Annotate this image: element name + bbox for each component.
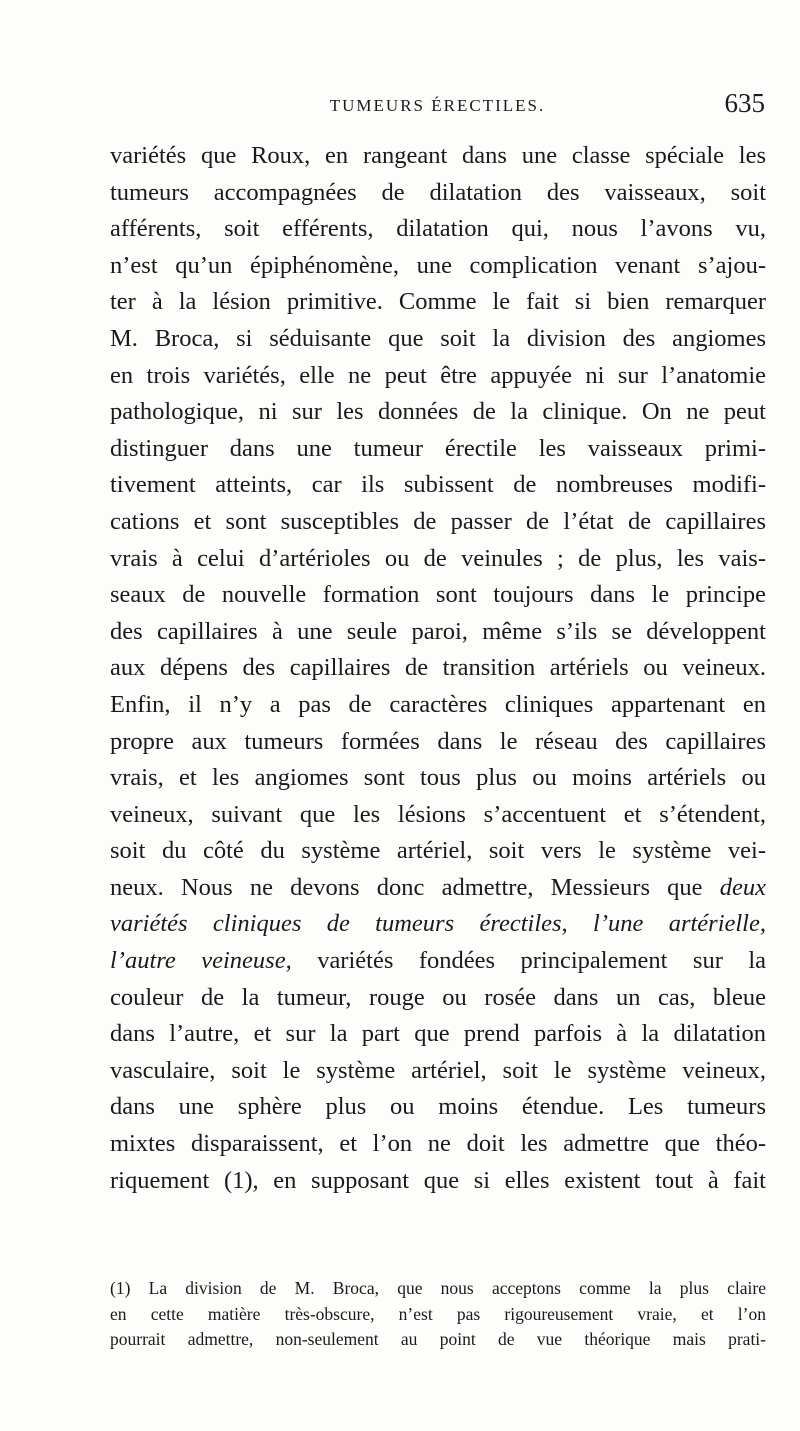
text-line: seaux de nouvelle formation sont toujours dans le principe bbox=[110, 581, 766, 609]
text-line: tivement atteints, car ils subissent de nombreuses modifi- bbox=[110, 471, 766, 499]
text-line: ter à la lésion primitive. Comme le fait si bien remarquer bbox=[110, 288, 766, 316]
text-line: propre aux tumeurs formées dans le réseau des capillaires bbox=[110, 727, 766, 755]
text-line: couleur de la tumeur, rouge ou rosée dans un cas, bleue bbox=[110, 983, 766, 1011]
page-header bbox=[110, 88, 765, 128]
main-text bbox=[110, 138, 766, 1199]
text-segment: neux. Nous ne devons donc admettre, Messieurs que bbox=[110, 873, 703, 901]
text-line bbox=[110, 906, 766, 943]
footnote bbox=[110, 1276, 766, 1353]
text-segment: variétés fondées principalement sur la bbox=[291, 947, 766, 975]
text-line: variétés que Roux, en rangeant dans une classe spéciale les bbox=[110, 142, 766, 169]
text-line: en trois variétés, elle ne peut être appuyée ni sur l’anatomie bbox=[110, 361, 766, 389]
text-line: veineux, suivant que les lésions s’accentuent et s’étendent, bbox=[110, 800, 766, 828]
text-line: M. Broca, si séduisante que soit la division des angiomes bbox=[110, 324, 766, 352]
text-line: vrais, et les angiomes sont tous plus ou moins artériels ou bbox=[110, 764, 766, 792]
footnote-line: pourrait admettre, non-seulement au point de vue théorique mais prati- bbox=[110, 1329, 766, 1349]
text-line: mixtes disparaissent, et l’on ne doit les admettre que théo- bbox=[110, 1130, 766, 1158]
text-line: aux dépens des capillaires de transition artériels ou veineux. bbox=[110, 654, 766, 682]
text-line bbox=[110, 943, 766, 980]
page-number: 635 bbox=[724, 88, 765, 118]
text-line: vrais à celui d’artérioles ou de veinules ; de plus, les vais- bbox=[110, 544, 766, 572]
text-line: cations et sont susceptibles de passer de l’état de capillaires bbox=[110, 507, 766, 535]
text-line: Enfin, il n’y a pas de caractères cliniques appartenant en bbox=[110, 690, 766, 718]
text-line: distinguer dans une tumeur érectile les vaisseaux primi- bbox=[110, 434, 766, 462]
italic-text: l’autre veineuse, bbox=[110, 947, 292, 975]
text-line: n’est qu’un épiphénomène, une complication venant s’ajou- bbox=[110, 251, 766, 279]
text-line: afférents, soit efférents, dilatation qui, nous l’avons vu, bbox=[110, 215, 766, 243]
italic-text: deux bbox=[719, 873, 766, 901]
text-line: riquement (1), en supposant que si elles existent tout à fait bbox=[110, 1166, 766, 1194]
text-line: dans l’autre, et sur la part que prend parfois à la dilatation bbox=[110, 1020, 766, 1048]
text-line: pathologique, ni sur les données de la clinique. On ne peut bbox=[110, 398, 766, 426]
footnote-line: en cette matière très-obscure, n’est pas rigoureusement vraie, et l’on bbox=[110, 1303, 766, 1324]
text-line: vasculaire, soit le système artériel, soit le système veineux, bbox=[110, 1056, 766, 1084]
text-line bbox=[110, 870, 766, 907]
running-title: TUMEURS ÉRECTILES. bbox=[329, 96, 546, 115]
text-line: soit du côté du système artériel, soit vers le système vei- bbox=[110, 837, 766, 865]
text-line: des capillaires à une seule paroi, même s’ils se développent bbox=[110, 617, 766, 645]
italic-text: variétés cliniques de tumeurs érectiles, l’une artérielle, bbox=[110, 910, 766, 938]
text-line: dans une sphère plus ou moins étendue. Les tumeurs bbox=[110, 1093, 766, 1121]
footnote-line: (1) La division de M. Broca, que nous acceptons comme la plus claire bbox=[110, 1278, 766, 1298]
text-line: tumeurs accompagnées de dilatation des vaisseaux, soit bbox=[110, 178, 766, 206]
